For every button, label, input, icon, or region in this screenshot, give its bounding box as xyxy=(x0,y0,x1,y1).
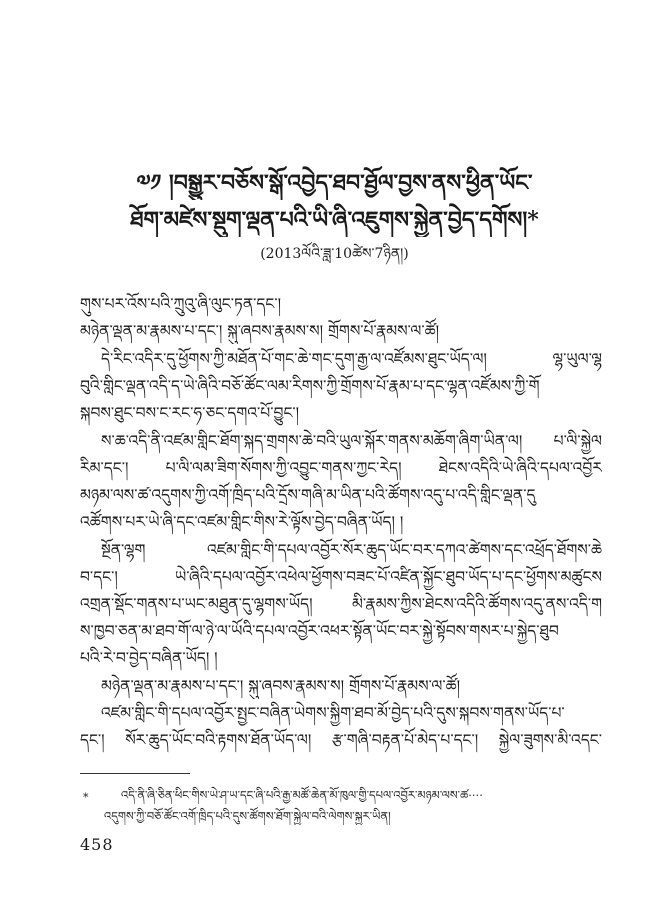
body-line: ས་ཁྱབ་ཅན་མ་ཐབ་གོ་ལ་ཉེ་ལ་ཡོའི་དཔལ་འབྱོར་འཕར་སྟོན་ཡོང་བར་སྐྱེ་སྟོབས་གསར་པ་སྐྱེད་ཐུབ xyxy=(80,622,559,640)
salutation-line-2: མཉེན་ལྡན་མ་རྣམས་པ་དང་། སྐུ་ཞབས་རྣམས་ས། གྲོགས་པོ་རྣམས་ལ་ཚོ། xyxy=(80,322,440,340)
page-number: 458 xyxy=(80,835,114,854)
body-line: རིམ་དང་། པ་ལི་ལམ་ཟིག་སོགས་ཀྱི་འབྱུང་གནས་ཀྱང་རེད། ཐེངས་འདིའི་ཡེ་ཞིའི་དཔལ་འབྱོར xyxy=(80,459,602,477)
footnote-line-2: འདུགས་ཀྱི་བཅོ་ཚོང་འགོ་ཁྲིད་པའི་དུས་ཚོགས་ཐོག་སྐྱེལ་བའི་ལེགས་སྐྱར་ཡིན། xyxy=(104,809,391,823)
body-line: འཛམ་གླིང་གི་དཔལ་འབྱོར་སྤྱང་བཞིན་ཡེགས་སྐྱིག་ཐབ་མོ་བྱེད་པའི་དུས་སྐབས་གནས་ཡོད་པ་ xyxy=(101,704,565,722)
salutation-line-1: གུས་པར་འོས་པའི་ཀྲུའུ་ཞི་ལུང་ཏན་དང་། xyxy=(80,295,282,313)
body-line: དང་། སོར་ཆུད་ཡོང་བའི་རྟགས་ཐོན་ཡོད་ལ། རྩ་གཞི་བརྟན་པོ་མེད་པ་དང་། སྐྱེལ་ཟུགས་མི་འདང་ xyxy=(80,731,602,749)
footnote-marker: * xyxy=(83,791,89,804)
body-line: འཚོགས་པར་ཡེ་ཞི་དང་འཛམ་གླིང་གིས་རེ་ལྟོས་བྱེད་བཞིན་ཡོད། ། xyxy=(80,513,404,531)
body-line: སྔོན་ལྷག འཛམ་གླིང་གི་དཔལ་འབྱོར་སོར་ཆུད་ཡོང་བར་དཀའ་ཚེགས་དང་འཕྲོད་ཐོགས་ཆེ xyxy=(101,541,602,559)
salutation-line-3: མཉེན་ལྡན་མ་རྣམས་པ་དང་། སྐུ་ཞབས་རྣམས་ས། གྲོགས་པོ་རྣམས་ལ་ཚོ། xyxy=(101,677,461,695)
body-line: འགྲན་སྡོང་གནས་པ་ཡང་མཐུན་དུ་ལྷགས་ཡོད། མི་རྣམས་ཀྱིས་ཐེངས་འདིའི་ཚོགས་འདུ་ནས་འདི་ག xyxy=(80,595,602,613)
body-line: བ་དང་། ཡེ་ཞིའི་དཔལ་འབྱོར་འཕེལ་ཕྱོགས་བཟང་པོ་འཛིན་སྐྱོང་ཐུབ་ཡོད་པ་དང་ཕྱོགས་མཚུངས xyxy=(80,568,602,586)
chapter-title-line-2: ཐོག་མཛེས་སྡུག་ལྡན་པའི་ཡི་ཞི་འཇུགས་སྐྱེན་བྱེད་དགོས།* xyxy=(130,207,539,233)
body-line: ས་ཆ་འདི་ནི་འཛམ་གླིང་ཐོག་སྐད་གྲགས་ཆེ་བའི་ཡུལ་སྐོར་གནས་མཆོག་ཞིག་ཡིན་ལ། པ་ལི་སྐྱེལ xyxy=(101,432,602,450)
body-line: པའི་རེ་བ་བྱེད་བཞིན་ཡོད། ། xyxy=(80,649,218,667)
footnote-divider xyxy=(80,773,190,774)
speech-date: (2013ལོའི་ཟླ་10ཚེས་7ཉིན།) xyxy=(260,246,409,262)
body-line: དེ་རིང་འདིར་དུ་ཕྱོགས་ཀྱི་མཐོན་པོ་གང་ཆེ་གང་དུག་རྒྱ་ལ་འཛོམས་ཐུང་ཡོད་ལ། ལྷ་ཡུལ་ལྷ xyxy=(101,350,602,368)
footnote-line-1: འདི་ནི་ཞི་ཅིན་ཕིང་གིས་ཡེ་ཤ་ཡ་དང་ཞི་པའི་རྒྱ་མཚོ་ཆེན་མོ་ཁུལ་གྱི་དཔལ་འབྱོར་མཉམ་ལས་ཚ···· xyxy=(121,788,483,802)
body-line: བུའི་གླིང་ལྡན་འདི་ད་ཡེ་ཞིའི་བཅོ་ཚོང་ལམ་རིགས་ཀྱི་གྲོགས་པོ་རྣམ་པ་དང་ལྷན་འཛོམས་ཀྱི་གོ xyxy=(80,377,540,395)
body-line: སྐབས་ཐུང་བས་ང་རང་ཧ་ཅང་དགའ་པོ་བྱུང་། xyxy=(80,404,300,422)
chapter-title-line-1: ༧༡ །བསྒྱུར་བཅོས་སྒོ་འབྱེད་ཐབ་ཐྱོལ་བྱས་ནས་ཕྱིན་ཡོང་ xyxy=(136,170,533,196)
body-line: མཉམ་ལས་ཚ་འདུགས་ཀྱི་འགོ་ཁྲིད་པའི་དྲོས་གཞི་མ་ཡིན་པའི་ཚོགས་འདུ་པ་འདི་གླིང་ལྡན་དུ xyxy=(80,486,536,504)
